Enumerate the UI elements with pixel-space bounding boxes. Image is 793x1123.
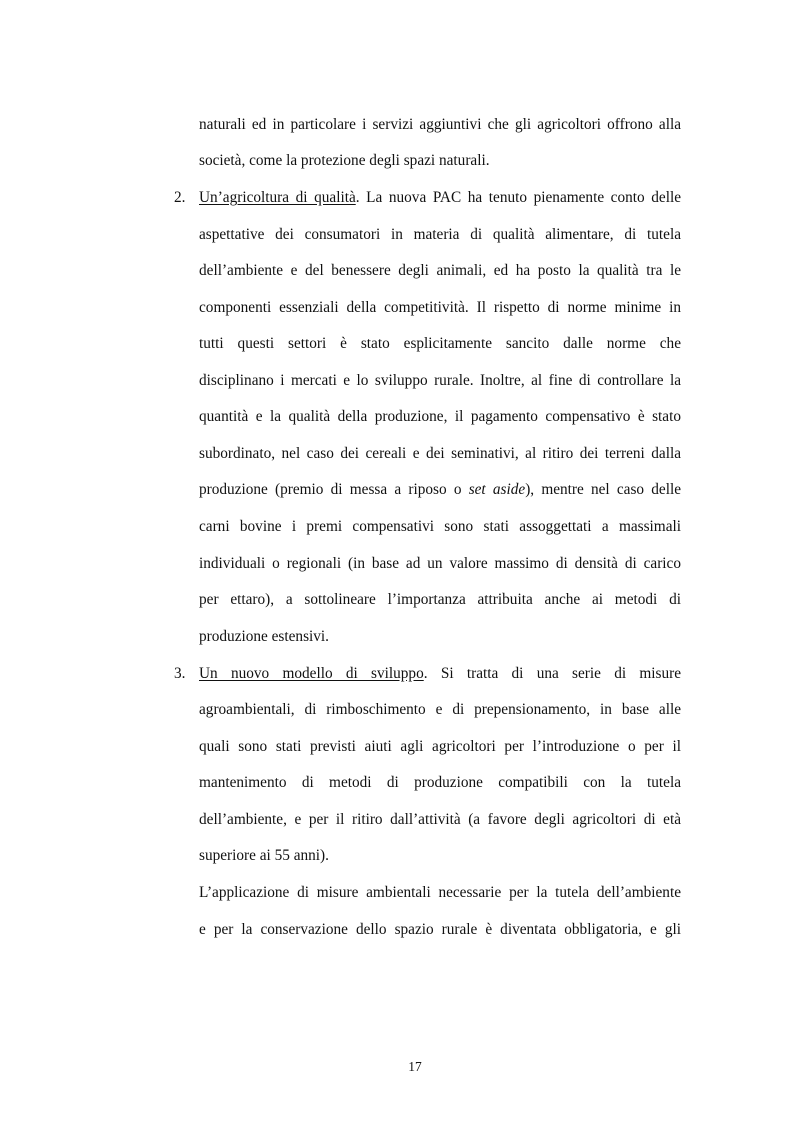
text-span: . La nuova PAC ha tenuto pienamente conto delle: [355, 189, 681, 206]
text-line: per ettaro), a sottolineare l’importanza attribuita anche ai metodi di: [199, 591, 681, 608]
text-line: dell’ambiente e del benessere degli animali, ed ha posto la qualità tra le: [199, 262, 681, 279]
text-span: produzione (premio di messa a riposo o: [199, 481, 469, 498]
text-line: disciplinano i mercati e lo sviluppo rurale. Inoltre, al fine di controllare la: [199, 372, 681, 389]
list-item-heading-line: [199, 664, 681, 684]
text-line: agroambientali, di rimboschimento e di prepensionamento, in base alle: [199, 701, 681, 718]
text-line: individuali o regionali (in base ad un valore massimo di densità di carico: [199, 555, 681, 572]
text-span: ), mentre nel caso delle: [525, 481, 682, 498]
text-line: società, come la protezione degli spazi naturali.: [199, 152, 490, 169]
text-line: carni bovine i premi compensativi sono stati assoggettati a massimali: [199, 518, 681, 535]
list-number: 2.: [174, 189, 186, 206]
text-line: componenti essenziali della competitività. Il rispetto di norme minime in: [199, 299, 681, 316]
text-line: superiore ai 55 anni).: [199, 847, 329, 864]
page-number: 17: [408, 1059, 422, 1074]
text-line: aspettative dei consumatori in materia di qualità alimentare, di tutela: [199, 226, 681, 243]
text-line: L’applicazione di misure ambientali necessarie per la tutela dell’ambiente: [199, 884, 681, 901]
text-line: tutti questi settori è stato esplicitamente sancito dalle norme che: [199, 335, 681, 352]
text-line: naturali ed in particolare i servizi aggiuntivi che gli agricoltori offrono alla: [199, 116, 681, 133]
text-line: mantenimento di metodi di produzione compatibili con la tutela: [199, 774, 681, 791]
text-line: e per la conservazione dello spazio rurale è diventata obbligatoria, e gli: [199, 921, 681, 938]
text-line: dell’ambiente, e per il ritiro dall’attività (a favore degli agricoltori di età: [199, 811, 681, 828]
italic-term: set aside: [468, 481, 526, 498]
text-span: . Si tratta di una serie di misure: [423, 665, 681, 682]
text-line: [199, 480, 681, 500]
text-line: quali sono stati previsti aiuti agli agricoltori per l’introduzione o per il: [199, 738, 681, 755]
list-number: 3.: [174, 665, 186, 682]
item-title: Un’agricoltura di qualità: [199, 189, 356, 206]
text-line: produzione estensivi.: [199, 628, 329, 645]
text-line: subordinato, nel caso dei cereali e dei seminativi, al ritiro dei terreni dalla: [199, 445, 681, 462]
list-item-heading-line: [199, 188, 681, 208]
text-line: quantità e la qualità della produzione, il pagamento compensativo è stato: [199, 408, 681, 425]
item-title: Un nuovo modello di sviluppo: [199, 665, 424, 682]
